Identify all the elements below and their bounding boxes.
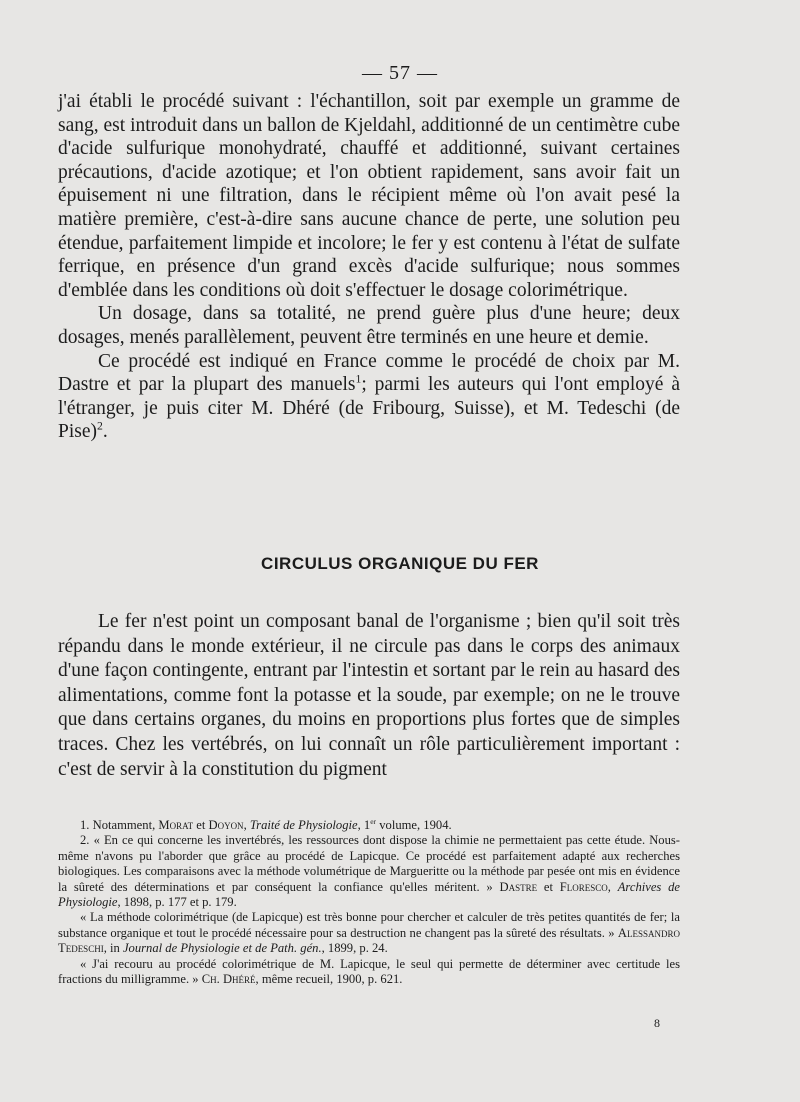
section-body <box>58 610 680 782</box>
footnote-1-author: Morat <box>158 818 194 832</box>
footnote-1-title: Traité de Physiologie <box>249 818 358 832</box>
paragraph-3-text-b: ; parmi les auteurs qui l'ont employé à l'étranger, je puis citer M. Dhéré (de Fribourg, Suisse), et M. Tedeschi (de Pise) <box>58 374 680 443</box>
footnotes <box>58 818 680 987</box>
footnote-4 <box>58 957 680 988</box>
footnote-1-text: Notamment, <box>92 818 159 832</box>
footnote-1-text-b: et <box>193 818 209 832</box>
footnote-2-text: « En ce qui concerne les invertébrés, les ressources dont dispose la chimie ne permettaient pas cette étude. Nous-même n'avons pu l'aborder que grâce au procédé de Lapicque. Ce procédé est parfaitement adapté aux recherches biologiques. Les comparaisons avec la méthode volumétrique de Margueritte ou la méthode par pesée ont mis en évidence la sûreté des déterminations et par conséquent la confiance qu'elles méritent. » <box>58 833 680 894</box>
footnote-2-text-d: , 1898, p. 177 et p. 179. <box>117 895 237 910</box>
footnote-1-text-c: , <box>243 818 250 832</box>
footnote-3-text-c: , 1899, p. 24. <box>321 941 388 956</box>
footnote-3 <box>58 910 680 956</box>
footnote-1-author-2: Doyon <box>208 818 244 832</box>
footnote-2-author: Dastre <box>499 879 538 894</box>
footnote-4-text: « J'ai recouru au procédé colorimétrique de M. Lapicque, le seul qui permette de déterminer avec certitude les fractions du milligramme. » <box>58 956 680 987</box>
paragraph-1: j'ai établi le procédé suivant : l'échantillon, soit par exemple un gramme de sang, est introduit dans un ballon de Kjeldahl, additionné de un centimètre cube d'acide sulfurique monohydraté, chauffé et additionné, suivant certaines précautions, d'acide azotique; et l'on obtient rapidement, sans avoir fait un épuisement ni une filtration, dans le récipient même où l'on avait pesé la matière première, c'est-à-dire sans aucune chance de perte, une solution peu étendue, parfaitement limpide et incolore; le fer y est contenu à l'état de sulfate ferrique, en présence d'un grand excès d'acide sulfurique; nous sommes d'emblée dans les conditions où doit s'effectuer le dosage colorimétrique. <box>58 91 680 301</box>
footnote-2-title: Archives de Physiologie <box>58 879 681 910</box>
footnote-3-author: Alessandro Tedeschi <box>58 925 680 956</box>
footnote-3-text-b: , in <box>103 941 123 956</box>
footnote-1-number: 1. <box>80 818 90 832</box>
footnote-2-number: 2. <box>80 833 90 848</box>
footnote-2 <box>58 833 680 910</box>
footnote-ref-2: 2 <box>97 419 103 433</box>
footnote-3-text: « La méthode colorimétrique (de Lapicque) est très bonne pour chercher et calculer de très petites quantités de fer; la substance organique et tout le procédé nécessaire pour sa destruction ne changent pas la sûreté des résultats. » <box>58 910 680 940</box>
paragraph-3-text-a: Ce procédé est indiqué en France comme le procédé de choix par M. Dastre et par la plupart des manuels <box>58 350 680 396</box>
paragraph-3-text-c: . <box>102 421 108 443</box>
paragraph-2: Un dosage, dans sa totalité, ne prend guère plus d'une heure; deux dosages, menés parallèlement, peuvent être terminés en une heure et demie. <box>58 303 680 348</box>
footnote-4-text-b: , même recueil, 1900, p. 621. <box>255 972 403 987</box>
section-paragraph: Le fer n'est point un composant banal de l'organisme ; bien qu'il soit très répandu dans le monde extérieur, il ne circule pas dans le corps des animaux d'une façon contingente, entrant par l'intestin et sortant par le rein au hasard des alimentations, comme font la potasse et la soude, par exemple; on ne le trouve que dans certains organes, du moins en proportions plus fortes que de simples traces. Chez les vertébrés, on lui connaît un rôle particulièrement important : c'est de servir à la constitution du pigment <box>58 611 680 780</box>
footnote-2-text-b: et <box>537 879 560 894</box>
footnote-1-text-e: volume, 1904. <box>376 818 452 832</box>
page-number: — 57 — <box>362 62 438 84</box>
footnote-4-author: Ch. Dhéré <box>201 972 256 987</box>
section-heading: CIRCULUS ORGANIQUE DU FER <box>261 554 539 573</box>
footnote-ref-1: 1 <box>355 372 362 386</box>
footnote-2-text-c: , <box>607 879 618 894</box>
footnote-3-title: Journal de Physiologie et de Path. gén. <box>122 941 322 956</box>
paragraph-3 <box>58 350 680 444</box>
footnote-1-text-d: , 1 <box>357 818 371 832</box>
footnote-2-author-2: Floresco <box>559 879 608 894</box>
footnote-1 <box>58 818 680 833</box>
footnote-1-sup: er <box>370 816 377 826</box>
body-text <box>58 90 680 444</box>
signature-mark: 8 <box>654 1016 660 1030</box>
